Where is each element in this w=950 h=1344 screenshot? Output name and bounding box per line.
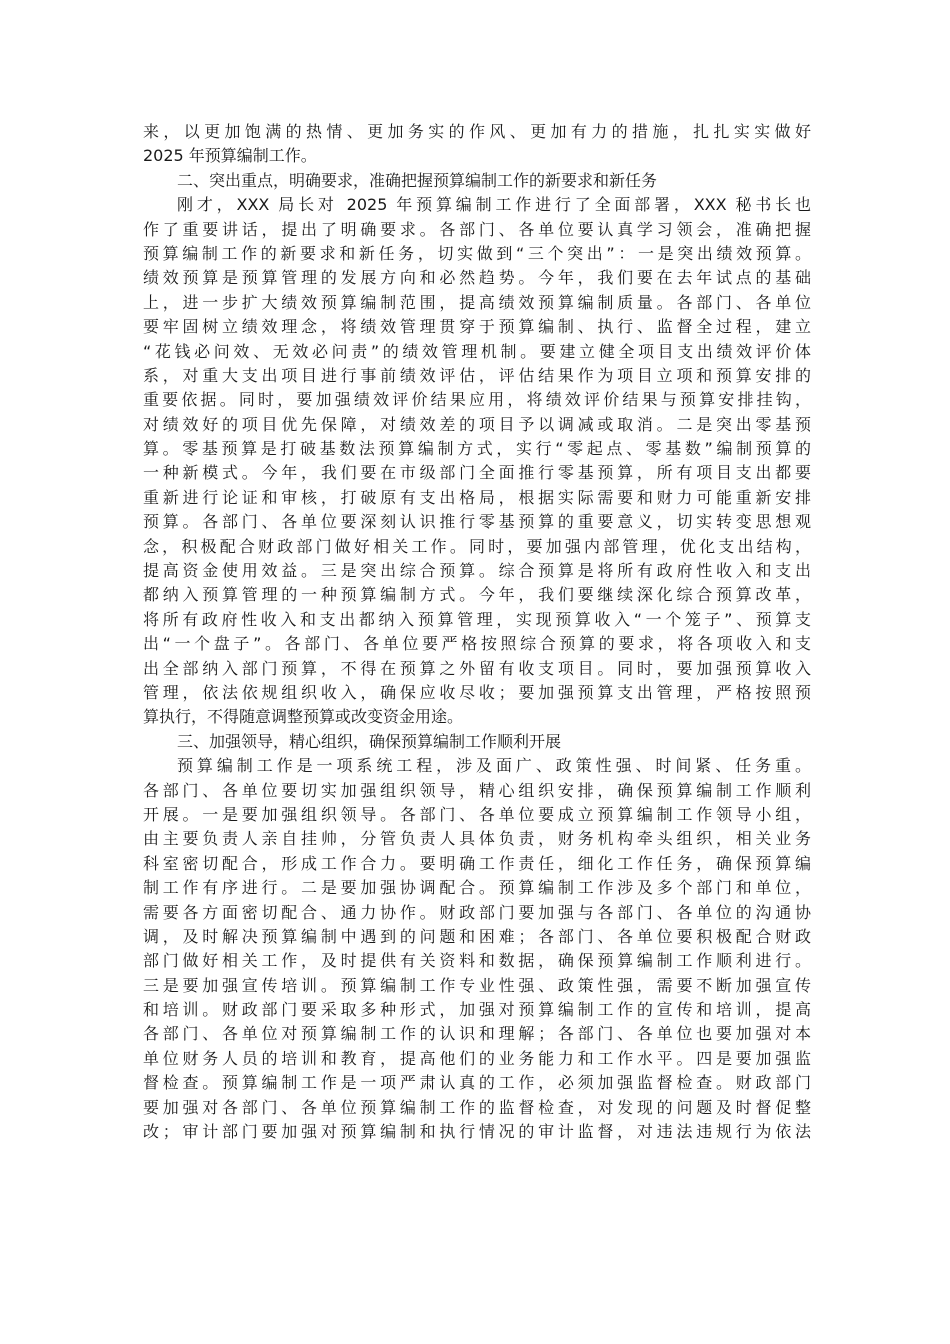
text-line: 各部门、各单位要切实加强组织领导，精心组织安排，确保预算编制工作顺利 [143, 780, 811, 800]
text-line: 上，进一步扩大绩效预算编制范围，提高绩效预算编制质量。各部门、各单位 [143, 292, 811, 312]
text-line: 对绩效好的项目优先保障，对绩效差的项目予以调减或取消。二是突出零基预 [143, 414, 811, 434]
text-line: “花钱必问效、无效必问责”的绩效管理机制。要建立健全项目支出绩效评价体 [143, 341, 811, 361]
text-line: 都纳入预算管理的一种预算编制方式。今年，我们要继续深化综合预算改革， [143, 585, 811, 605]
text-line: 单位财务人员的培训和教育，提高他们的业务能力和工作水平。四是要加强监 [143, 1048, 811, 1068]
document-body-text [143, 120, 811, 1144]
text-line: 算执行，不得随意调整预算或改变资金用途。 [143, 707, 464, 727]
text-line: 系，对重大支出项目进行事前绩效评估，评估结果作为项目立项和预算安排的 [143, 365, 811, 385]
text-line: 预算编制工作的新要求和新任务，切实做到“三个突出”：一是突出绩效预算。 [143, 243, 811, 263]
text-line: 需要各方面密切配合、通力协作。财政部门要加强与各部门、各单位的沟通协 [143, 902, 811, 922]
text-line: 科室密切配合，形成工作合力。要明确工作责任，细化工作任务，确保预算编 [143, 853, 811, 873]
text-line: 重要依据。同时，要加强绩效评价结果应用，将绩效评价结果与预算安排挂钩， [143, 390, 811, 410]
text-line: 来，以更加饱满的热情、更加务实的作风、更加有力的措施，扎扎实实做好 [143, 122, 811, 141]
text-line: 调，及时解决预算编制中遇到的问题和困难；各部门、各单位要积极配合财政 [143, 926, 811, 946]
paragraph-first-line: 刚才，XXX 局长对 2025 年预算编制工作进行了全面部署，XXX 秘书长也 [177, 195, 811, 215]
text-line: 重新进行论证和审核，打破原有支出格局，根据实际需要和财力可能重新安排 [143, 487, 811, 507]
text-line: 三是要加强宣传培训。预算编制工作专业性强、政策性强，需要不断加强宣传 [143, 975, 811, 995]
text-line: 作了重要讲话，提出了明确要求。各部门、各单位要认真学习领会，准确把握 [143, 219, 811, 239]
text-line: 算。零基预算是打破基数法预算编制方式，实行“零起点、零基数”编制预算的 [143, 439, 811, 459]
text-line: 出全部纳入部门预算，不得在预算之外留有收支项目。同时，要加强预算收入 [143, 658, 811, 678]
text-line: 制工作有序进行。二是要加强协调配合。预算编制工作涉及多个部门和单位， [143, 878, 811, 898]
text-line: 改；审计部门要加强对预算编制和执行情况的审计监督，对违法违规行为依法 [143, 1122, 811, 1142]
text-line: 开展。一是要加强组织领导。各部门、各单位要成立预算编制工作领导小组， [143, 804, 811, 824]
text-line: 部门做好相关工作，及时提供有关资料和数据，确保预算编制工作顺利进行。 [143, 951, 811, 971]
text-line: 出“一个盘子”。各部门、各单位要严格按照综合预算的要求，将各项收入和支 [143, 634, 811, 654]
text-line: 2025 年预算编制工作。 [143, 146, 317, 166]
text-line: 由主要负责人亲自挂帅，分管负责人具体负责，财务机构牵头组织，相关业务 [143, 829, 811, 849]
text-line: 要牢固树立绩效理念，将绩效管理贯穿于预算编制、执行、监督全过程，建立 [143, 317, 811, 337]
text-line: 和培训。财政部门要采取多种形式，加强对预算编制工作的宣传和培训，提高 [143, 1000, 811, 1020]
paragraph-first-line: 三、加强领导，精心组织，确保预算编制工作顺利开展 [177, 731, 562, 751]
text-line: 一种新模式。今年，我们要在市级部门全面推行零基预算，所有项目支出都要 [143, 463, 811, 483]
text-line: 提高资金使用效益。三是突出综合预算。综合预算是将所有政府性收入和支出 [143, 561, 811, 581]
text-line: 念，积极配合财政部门做好相关工作。同时，要加强内部管理，优化支出结构， [143, 536, 811, 556]
text-line: 管理，依法依规组织收入，确保应收尽收；要加强预算支出管理，严格按照预 [143, 682, 811, 702]
text-line: 要加强对各部门、各单位预算编制工作的监督检查，对发现的问题及时督促整 [143, 1097, 811, 1117]
paragraph-first-line: 预算编制工作是一项系统工程，涉及面广、政策性强、时间紧、任务重。 [177, 756, 811, 776]
text-line: 预算。各部门、各单位要深刻认识推行零基预算的重要意义，切实转变思想观 [143, 512, 811, 532]
text-line: 绩效预算是预算管理的发展方向和必然趋势。今年，我们要在去年试点的基础 [143, 268, 811, 288]
text-line: 各部门、各单位对预算编制工作的认识和理解；各部门、各单位也要加强对本 [143, 1024, 811, 1044]
paragraph-first-line: 二、突出重点，明确要求，准确把握预算编制工作的新要求和新任务 [177, 170, 658, 190]
text-line: 将所有政府性收入和支出都纳入预算管理，实现预算收入“一个笼子”、预算支 [143, 609, 811, 629]
text-line: 督检查。预算编制工作是一项严肃认真的工作，必须加强监督检查。财政部门 [143, 1073, 811, 1093]
